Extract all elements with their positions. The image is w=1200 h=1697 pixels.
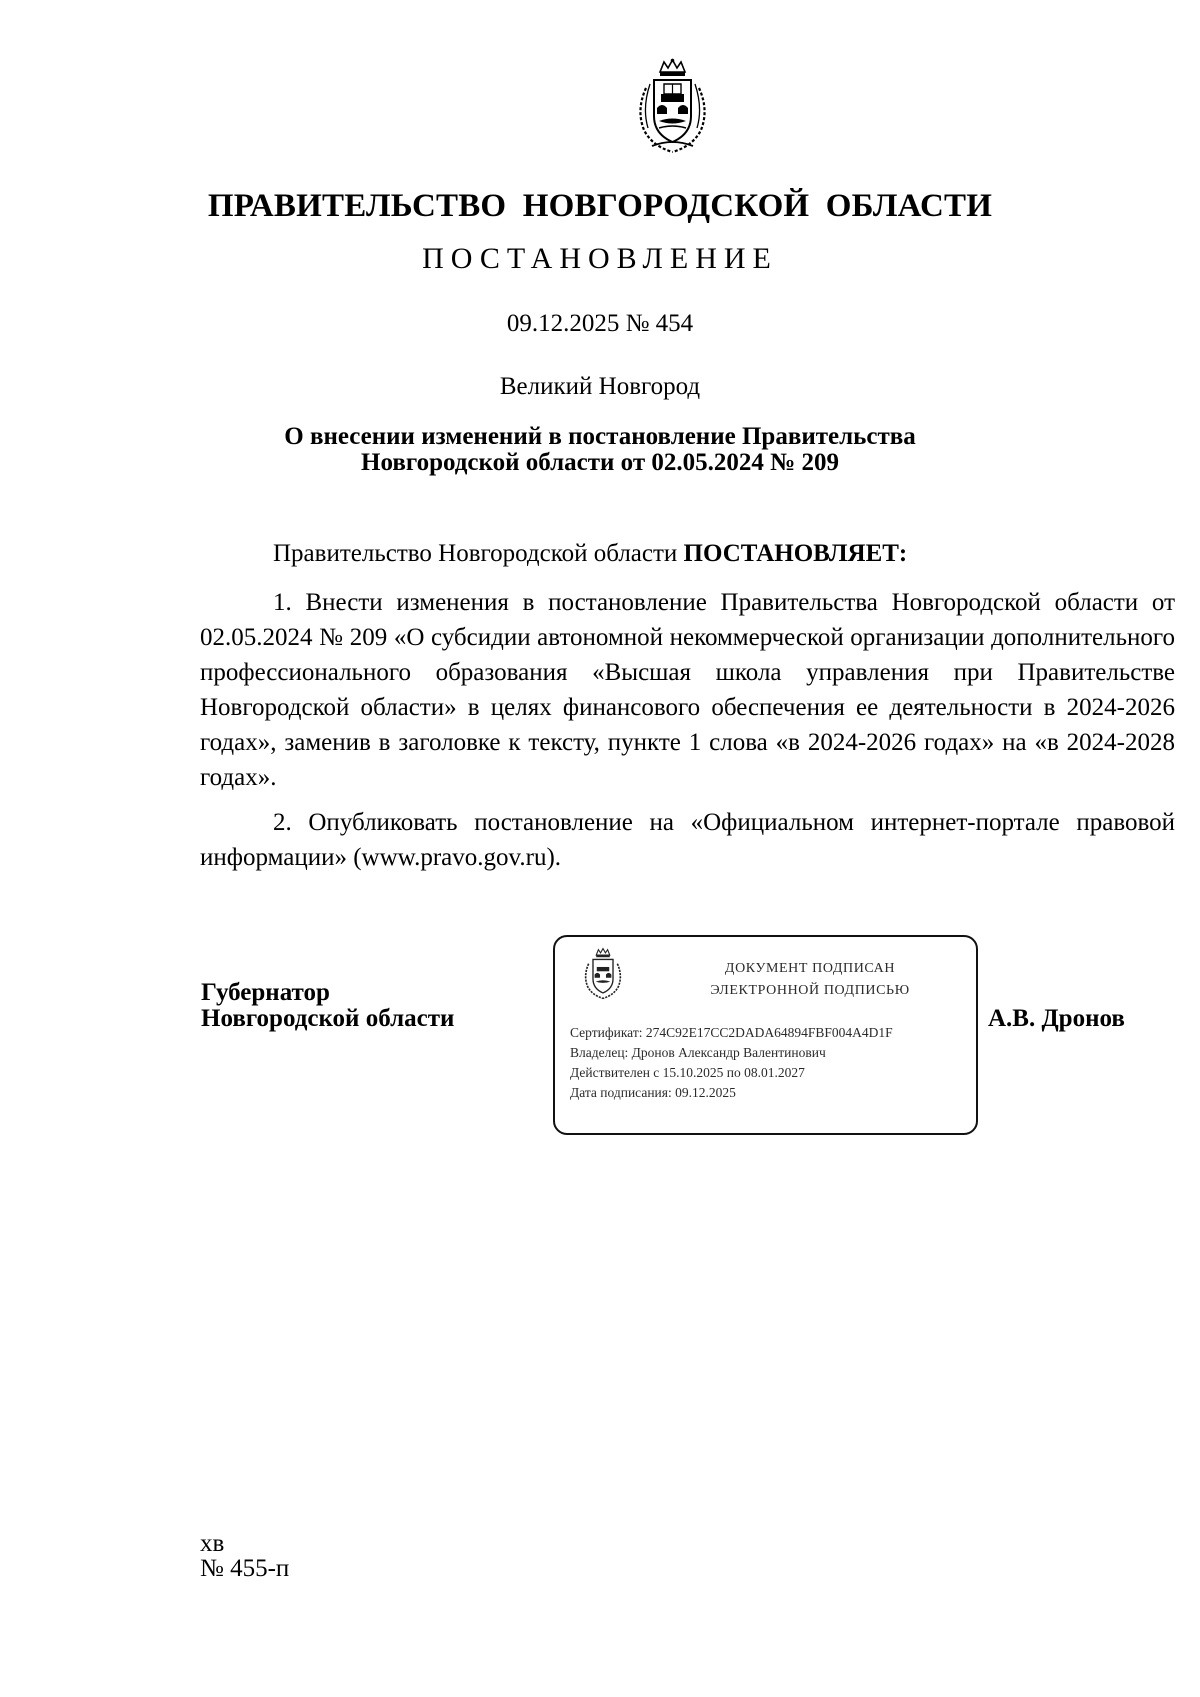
document-number-date: 09.12.2025 № 454 [506, 310, 694, 337]
signer-position-line: Новгородской области [201, 1005, 455, 1032]
document-subject [0, 424, 1200, 476]
subject-line: Новгородской области от 02.05.2024 № 209 [361, 449, 839, 476]
stamp-heading [655, 958, 965, 1002]
stamp-heading-line: ДОКУМЕНТ ПОДПИСАН [724, 961, 896, 976]
paragraph-1: 1. Внести изменения в постановление Правительства Новгородской области от 02.05.2024 № 209 «О субсидии автономной некоммерческой организации дополнительного профессионального образования «Высшая школа управления при Правительстве Новгородской области» в целях финансового обеспечения ее деятельности в 2024-2026 годах», заменив в заголовке к тексту, пункте 1 слова «в 2024-2026 годах» на «в 2024-2028 годах». [200, 589, 1175, 791]
footer-initials: хв [200, 1530, 225, 1557]
organization-title: ПРАВИТЕЛЬСТВО НОВГОРОДСКОЙ ОБЛАСТИ [207, 188, 993, 224]
novgorod-coat-of-arms-icon [630, 58, 715, 156]
stamp-validity: Действителен с 15.10.2025 по 08.01.2027 [570, 1065, 805, 1080]
signer-position-line: Губернатор [201, 979, 330, 1006]
novgorod-coat-of-arms-icon [580, 947, 626, 1001]
stamp-heading-line: ЭЛЕКТРОННОЙ ПОДПИСЬЮ [710, 983, 910, 998]
footer-note [200, 1531, 289, 1581]
preamble [273, 540, 907, 568]
stamp-owner: Владелец: Дронов Александр Валентинович [570, 1045, 826, 1060]
stamp-certificate: Сертификат: 274C92E17CC2DADA64894FBF004A4D1F [570, 1025, 893, 1040]
preamble-text: Правительство Новгородской области [273, 540, 684, 567]
signer-position [201, 980, 454, 1032]
electronic-signature-stamp [553, 935, 978, 1135]
signer-name: А.В. Дронов [988, 1005, 1125, 1032]
stamp-details [570, 1023, 893, 1103]
subject-line: О внесении изменений в постановление Правительства [284, 423, 916, 450]
paragraph-2: 2. Опубликовать постановление на «Официальном интернет-портале правовой информации» (www.pravo.gov.ru). [200, 809, 1175, 871]
footer-reg-number: № 455-п [200, 1555, 290, 1582]
stamp-signed-date: Дата подписания: 09.12.2025 [570, 1085, 736, 1100]
preamble-decree-word: ПОСТАНОВЛЯЕТ: [683, 540, 908, 567]
document-type: ПОСТАНОВЛЕНИЕ [422, 242, 778, 275]
document-city: Великий Новгород [499, 373, 701, 400]
